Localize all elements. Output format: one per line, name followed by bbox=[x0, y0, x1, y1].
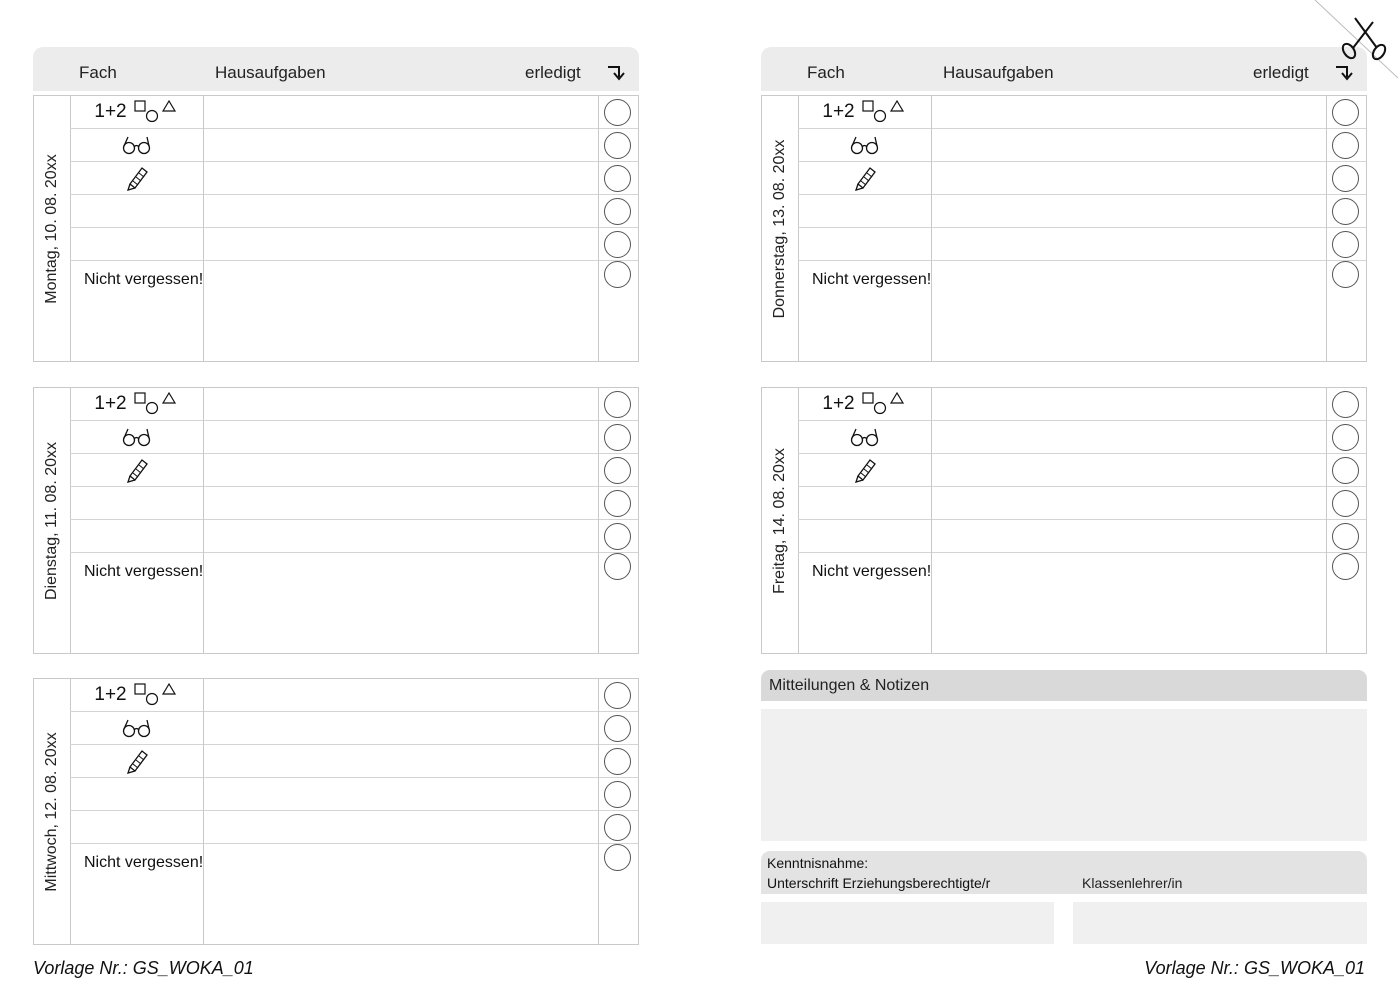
signature-parent-label: Unterschrift Erziehungsberechtigte/r bbox=[767, 875, 991, 891]
subject-reading bbox=[70, 421, 203, 453]
day-label: Dienstag, 11. 08. 20xx bbox=[43, 441, 60, 600]
done-checkbox[interactable] bbox=[1332, 99, 1359, 126]
pencil-icon bbox=[125, 457, 149, 483]
homework-row bbox=[70, 811, 638, 844]
header-hausaufgaben: Hausaufgaben bbox=[943, 63, 1054, 82]
shapes-icon bbox=[133, 391, 179, 417]
homework-row bbox=[798, 421, 1366, 454]
footer-template-number: Vorlage Nr.: GS_WOKA_01 bbox=[1144, 958, 1365, 978]
scissors-icon bbox=[1305, 0, 1398, 80]
homework-field[interactable] bbox=[932, 487, 1326, 519]
subject-reading bbox=[70, 129, 203, 161]
note-label: Nicht vergessen! bbox=[812, 563, 932, 580]
note-label: Nicht vergessen! bbox=[84, 854, 204, 871]
day-label: Donnerstag, 13. 08. 20xx bbox=[771, 139, 788, 318]
homework-row bbox=[70, 778, 638, 811]
divider bbox=[1326, 96, 1327, 361]
homework-row bbox=[798, 195, 1366, 228]
divider bbox=[931, 388, 932, 653]
subject-math bbox=[798, 388, 931, 420]
done-checkbox[interactable] bbox=[604, 132, 631, 159]
homework-field[interactable] bbox=[932, 454, 1326, 486]
done-checkbox[interactable] bbox=[1332, 198, 1359, 225]
note-label: Nicht vergessen! bbox=[84, 563, 204, 580]
done-checkbox[interactable] bbox=[604, 231, 631, 258]
done-checkbox[interactable] bbox=[1332, 523, 1359, 550]
subject-writing bbox=[70, 162, 203, 194]
subject-reading bbox=[70, 712, 203, 744]
homework-row bbox=[798, 228, 1366, 261]
day-label: Montag, 10. 08. 20xx bbox=[43, 153, 60, 304]
glasses-icon bbox=[849, 134, 881, 156]
subject-math bbox=[70, 679, 203, 711]
signature-title: Kenntnisnahme: bbox=[767, 855, 869, 871]
subject-reading bbox=[798, 421, 931, 453]
homework-row bbox=[798, 454, 1366, 487]
math-label: 1+2 bbox=[822, 393, 855, 414]
day-label: Freitag, 14. 08. 20xx bbox=[771, 447, 788, 594]
header-fach: Fach bbox=[807, 63, 845, 82]
homework-field[interactable] bbox=[932, 421, 1326, 453]
homework-field[interactable] bbox=[932, 129, 1326, 161]
homework-row bbox=[70, 228, 638, 261]
math-label: 1+2 bbox=[822, 101, 855, 122]
done-checkbox[interactable] bbox=[604, 553, 631, 580]
done-checkbox[interactable] bbox=[604, 198, 631, 225]
day-block-tuesday bbox=[33, 387, 639, 654]
table-header bbox=[761, 47, 1367, 91]
done-checkbox[interactable] bbox=[604, 261, 631, 288]
homework-field[interactable] bbox=[932, 228, 1326, 260]
subject-writing bbox=[798, 162, 931, 194]
done-checkbox[interactable] bbox=[604, 424, 631, 451]
homework-row bbox=[798, 520, 1366, 553]
homework-field[interactable] bbox=[932, 520, 1326, 552]
header-erledigt: erledigt bbox=[1253, 63, 1309, 82]
done-checkbox[interactable] bbox=[604, 814, 631, 841]
homework-field[interactable] bbox=[204, 745, 598, 777]
homework-row bbox=[70, 487, 638, 520]
day-label: Mittwoch, 12. 08. 20xx bbox=[43, 731, 60, 892]
header-hausaufgaben: Hausaufgaben bbox=[215, 63, 326, 82]
done-checkbox[interactable] bbox=[1332, 132, 1359, 159]
signature-header bbox=[761, 851, 1367, 894]
glasses-icon bbox=[121, 717, 153, 739]
table-header bbox=[33, 47, 639, 91]
pencil-icon bbox=[125, 165, 149, 191]
homework-row bbox=[70, 679, 638, 712]
done-checkbox[interactable] bbox=[604, 391, 631, 418]
homework-row bbox=[70, 96, 638, 129]
homework-row bbox=[70, 745, 638, 778]
math-label: 1+2 bbox=[94, 684, 127, 705]
divider bbox=[203, 96, 204, 361]
homework-row bbox=[798, 129, 1366, 162]
note-field[interactable] bbox=[932, 554, 1326, 652]
glasses-icon bbox=[121, 426, 153, 448]
homework-row bbox=[70, 712, 638, 745]
messages-field[interactable] bbox=[761, 709, 1367, 841]
homework-row bbox=[70, 454, 638, 487]
done-checkbox[interactable] bbox=[604, 715, 631, 742]
note-label: Nicht vergessen! bbox=[812, 271, 932, 288]
done-checkbox[interactable] bbox=[604, 490, 631, 517]
shapes-icon bbox=[133, 99, 179, 125]
math-label: 1+2 bbox=[94, 101, 127, 122]
homework-field[interactable] bbox=[932, 195, 1326, 227]
divider bbox=[203, 388, 204, 653]
homework-row bbox=[798, 487, 1366, 520]
homework-row bbox=[70, 129, 638, 162]
shapes-icon bbox=[133, 682, 179, 708]
header-fach: Fach bbox=[79, 63, 117, 82]
footer-template-number: Vorlage Nr.: GS_WOKA_01 bbox=[33, 958, 254, 978]
header-erledigt: erledigt bbox=[525, 63, 581, 82]
signature-teacher-field[interactable] bbox=[1073, 902, 1367, 944]
homework-row bbox=[70, 195, 638, 228]
homework-field[interactable] bbox=[204, 679, 598, 711]
done-checkbox[interactable] bbox=[604, 781, 631, 808]
done-checkbox[interactable] bbox=[604, 165, 631, 192]
homework-row bbox=[70, 388, 638, 421]
done-checkbox[interactable] bbox=[604, 682, 631, 709]
homework-field[interactable] bbox=[204, 487, 598, 519]
homework-field[interactable] bbox=[204, 454, 598, 486]
subject-writing bbox=[70, 454, 203, 486]
pencil-icon bbox=[125, 748, 149, 774]
subject-math bbox=[70, 96, 203, 128]
subject-reading bbox=[798, 129, 931, 161]
homework-field[interactable] bbox=[204, 388, 598, 420]
homework-field[interactable] bbox=[932, 162, 1326, 194]
note-field[interactable] bbox=[204, 845, 598, 943]
homework-row bbox=[70, 162, 638, 195]
done-checkbox[interactable] bbox=[1332, 391, 1359, 418]
homework-row bbox=[70, 520, 638, 553]
signature-parent-field[interactable] bbox=[761, 902, 1054, 944]
pencil-icon bbox=[853, 165, 877, 191]
day-block-thursday bbox=[761, 95, 1367, 362]
divider bbox=[1326, 388, 1327, 653]
subject-writing bbox=[70, 745, 203, 777]
divider bbox=[931, 96, 932, 361]
divider bbox=[598, 96, 599, 361]
messages-title: Mitteilungen & Notizen bbox=[769, 677, 930, 694]
messages-header bbox=[761, 670, 1367, 701]
done-checkbox[interactable] bbox=[604, 457, 631, 484]
signature-teacher-label: Klassenlehrer/in bbox=[1082, 875, 1183, 891]
homework-field[interactable] bbox=[204, 96, 598, 128]
subject-math bbox=[798, 96, 931, 128]
arrow-down-icon bbox=[605, 59, 629, 83]
homework-field[interactable] bbox=[204, 712, 598, 744]
done-checkbox[interactable] bbox=[1332, 165, 1359, 192]
subject-math bbox=[70, 388, 203, 420]
done-checkbox[interactable] bbox=[1332, 553, 1359, 580]
homework-field[interactable] bbox=[204, 811, 598, 843]
pencil-icon bbox=[853, 457, 877, 483]
homework-row bbox=[798, 162, 1366, 195]
glasses-icon bbox=[121, 134, 153, 156]
homework-row bbox=[70, 421, 638, 454]
math-label: 1+2 bbox=[94, 393, 127, 414]
divider bbox=[203, 679, 204, 944]
homework-field[interactable] bbox=[932, 96, 1326, 128]
done-checkbox[interactable] bbox=[1332, 424, 1359, 451]
glasses-icon bbox=[849, 426, 881, 448]
done-checkbox[interactable] bbox=[604, 844, 631, 871]
done-checkbox[interactable] bbox=[1332, 490, 1359, 517]
homework-row bbox=[798, 96, 1366, 129]
divider bbox=[598, 388, 599, 653]
done-checkbox[interactable] bbox=[604, 99, 631, 126]
homework-field[interactable] bbox=[204, 520, 598, 552]
subject-writing bbox=[798, 454, 931, 486]
shapes-icon bbox=[861, 99, 907, 125]
day-block-friday bbox=[761, 387, 1367, 654]
homework-row bbox=[798, 388, 1366, 421]
day-block-wednesday bbox=[33, 678, 639, 945]
shapes-icon bbox=[861, 391, 907, 417]
done-checkbox[interactable] bbox=[1332, 457, 1359, 484]
note-label: Nicht vergessen! bbox=[84, 271, 204, 288]
done-checkbox[interactable] bbox=[604, 523, 631, 550]
homework-field[interactable] bbox=[204, 421, 598, 453]
homework-field[interactable] bbox=[204, 195, 598, 227]
day-block-monday bbox=[33, 95, 639, 362]
done-checkbox[interactable] bbox=[1332, 261, 1359, 288]
homework-field[interactable] bbox=[204, 162, 598, 194]
done-checkbox[interactable] bbox=[604, 748, 631, 775]
homework-field[interactable] bbox=[204, 778, 598, 810]
homework-field[interactable] bbox=[932, 388, 1326, 420]
done-checkbox[interactable] bbox=[1332, 231, 1359, 258]
homework-field[interactable] bbox=[204, 129, 598, 161]
divider bbox=[598, 679, 599, 944]
note-field[interactable] bbox=[204, 262, 598, 360]
note-field[interactable] bbox=[932, 262, 1326, 360]
homework-field[interactable] bbox=[204, 228, 598, 260]
note-field[interactable] bbox=[204, 554, 598, 652]
